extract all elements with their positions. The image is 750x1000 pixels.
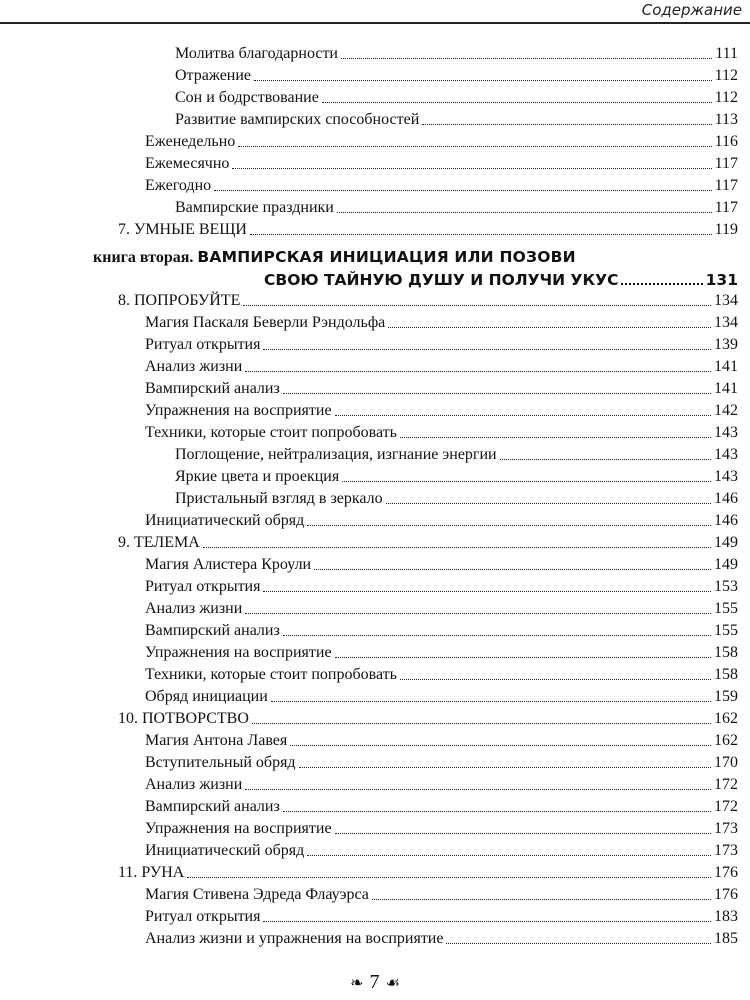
toc-entry-label: 10. ПОТВОРСТВО <box>118 710 249 727</box>
dot-leader <box>245 613 711 614</box>
toc-entry-label: Ежегодно <box>145 177 212 194</box>
dot-leader <box>388 327 711 328</box>
toc-entry-label: Анализ жизни и упражнения на восприятие <box>145 930 444 947</box>
right-flourish-icon: ☙ <box>385 972 400 992</box>
toc-entry[interactable] <box>145 176 738 196</box>
toc-entry-label: Еженедельно <box>145 133 236 150</box>
dot-leader <box>214 190 711 191</box>
toc-entry-label: 8. ПОПРОБУЙТЕ <box>118 292 241 309</box>
toc-entry-label: Вампирский анализ <box>145 380 280 397</box>
toc-entry-page: 111 <box>715 45 738 62</box>
toc-entry-page: 158 <box>714 644 738 661</box>
toc-entry[interactable] <box>175 110 738 130</box>
toc-entry-label: Отражение <box>175 67 252 84</box>
book-title-row <box>264 270 738 290</box>
toc-entry[interactable] <box>118 533 738 553</box>
dot-leader <box>283 393 711 394</box>
book-label: книга вторая. <box>93 249 194 266</box>
toc-entry[interactable] <box>145 797 738 817</box>
toc-entry[interactable] <box>145 357 738 377</box>
toc-entry[interactable] <box>145 929 738 949</box>
toc-entry-page: 143 <box>714 468 738 485</box>
toc-entry-label: Пристальный взгляд в зеркало <box>175 490 383 507</box>
toc-entry-label: 7. УМНЫЕ ВЕЩИ <box>118 221 247 238</box>
page-footer <box>0 968 750 996</box>
toc-entry[interactable] <box>118 863 738 883</box>
dot-leader <box>400 437 711 438</box>
dot-leader <box>307 855 711 856</box>
toc-entry[interactable] <box>175 467 738 487</box>
dot-leader <box>335 415 711 416</box>
toc-entry[interactable] <box>145 132 738 152</box>
toc-entry-page: 185 <box>714 930 738 947</box>
book-heading <box>93 247 576 268</box>
toc-entry-page: 162 <box>714 710 738 727</box>
dot-leader <box>254 80 712 81</box>
dot-leader <box>372 899 711 900</box>
dot-leader <box>322 102 712 103</box>
dot-leader <box>283 811 711 812</box>
toc-entry[interactable] <box>145 423 738 443</box>
toc-entry[interactable] <box>145 731 738 751</box>
toc-entry[interactable] <box>175 198 738 218</box>
page-number: 7 <box>369 970 380 993</box>
dot-leader <box>232 168 711 169</box>
dot-leader <box>238 146 711 147</box>
toc-entry-page: 176 <box>714 864 738 881</box>
toc-entry-page: 170 <box>714 754 738 771</box>
toc-entry-label: Инициатический обряд <box>145 842 305 859</box>
toc-entry-label: Техники, которые стоит попробовать <box>145 666 397 683</box>
toc-entry[interactable] <box>145 687 738 707</box>
toc-entry-label: Магия Стивена Эдреда Флауэрса <box>145 886 369 903</box>
toc-entry-label: Ритуал открытия <box>145 908 261 925</box>
book-title-line1: ВАМПИРСКАЯ ИНИЦИАЦИЯ ИЛИ ПОЗОВИ <box>197 248 576 266</box>
toc-entry[interactable] <box>175 489 738 509</box>
toc-entry-label: Поглощение, нейтрализация, изгнание энергии <box>175 446 497 463</box>
toc-entry[interactable] <box>145 885 738 905</box>
toc-entry[interactable] <box>175 44 738 64</box>
toc-entry-label: Техники, которые стоит попробовать <box>145 424 397 441</box>
left-flourish-icon: ❧ <box>350 972 364 992</box>
toc-entry-label: Обряд инициации <box>145 688 268 705</box>
dot-leader <box>271 701 711 702</box>
dot-leader <box>283 635 711 636</box>
toc-entry[interactable] <box>145 665 738 685</box>
toc-entry-page: 172 <box>714 776 738 793</box>
toc-entry[interactable] <box>145 907 738 927</box>
toc-entry[interactable] <box>145 643 738 663</box>
toc-entry[interactable] <box>145 841 738 861</box>
dot-leader <box>290 745 711 746</box>
dot-leader <box>203 547 711 548</box>
dot-leader <box>335 657 711 658</box>
toc-entry-page: 139 <box>714 336 738 353</box>
toc-entry-page: 112 <box>714 67 738 84</box>
dot-leader <box>307 525 711 526</box>
toc-entry-label: Анализ жизни <box>145 776 243 793</box>
toc-entry-page: 134 <box>714 314 738 331</box>
toc-entry-page: 153 <box>714 578 738 595</box>
toc-entry-page: 155 <box>714 600 738 617</box>
toc-entry[interactable] <box>118 220 738 240</box>
dot-leader <box>341 58 712 59</box>
toc-entry-label: Магия Паскаля Беверли Рэндольфа <box>145 314 386 331</box>
dot-leader <box>245 789 711 790</box>
toc-entry[interactable] <box>145 511 738 531</box>
toc-entry[interactable] <box>118 709 738 729</box>
toc-entry-page: 146 <box>714 512 738 529</box>
toc-entry-label: Вампирские праздники <box>175 199 334 216</box>
dot-leader <box>500 459 711 460</box>
dot-leader <box>386 503 711 504</box>
toc-entry-label: Вампирский анализ <box>145 798 280 815</box>
toc-entry-label: Вступительный обряд <box>145 754 296 771</box>
toc-entry[interactable] <box>145 753 738 773</box>
toc-entry-label: Магия Алистера Кроули <box>145 556 312 573</box>
toc-entry[interactable] <box>145 775 738 795</box>
toc-entry[interactable] <box>175 445 738 465</box>
toc-entry-page: 141 <box>714 380 738 397</box>
toc-entry-label: Молитва благодарности <box>175 45 338 62</box>
dot-leader <box>342 481 711 482</box>
dot-leader <box>243 305 711 306</box>
toc-entry-page: 117 <box>714 177 738 194</box>
running-header-title: Содержание <box>641 1 742 19</box>
dot-leader <box>337 212 712 213</box>
toc-entry-label: Упражнения на восприятие <box>145 820 332 837</box>
dot-leader <box>263 591 711 592</box>
toc-entry-label: Ритуал открытия <box>145 578 261 595</box>
dot-leader <box>263 349 711 350</box>
toc-entry-page: 149 <box>714 534 738 551</box>
toc-entry-label: Вампирский анализ <box>145 622 280 639</box>
dot-leader <box>314 569 711 570</box>
toc-entry[interactable] <box>145 401 738 421</box>
toc-entry-page: 155 <box>714 622 738 639</box>
toc-entry-page: 149 <box>714 556 738 573</box>
toc-entry[interactable] <box>145 819 738 839</box>
dot-leader <box>400 679 711 680</box>
toc-entry[interactable] <box>145 379 738 399</box>
toc-entry-label: 11. РУНА <box>118 864 185 881</box>
toc-entry-page: 173 <box>714 820 738 837</box>
dot-leader <box>335 833 711 834</box>
dot-leader <box>250 234 712 235</box>
toc-entry-page: 113 <box>714 111 738 128</box>
toc-entry[interactable] <box>145 621 738 641</box>
toc-entry-page: 112 <box>714 89 738 106</box>
dot-leader <box>621 283 702 285</box>
toc-entry-label: Магия Антона Лавея <box>145 732 288 749</box>
dot-leader <box>245 371 711 372</box>
toc-entry-label: Яркие цвета и проекция <box>175 468 340 485</box>
toc-entry-label: Анализ жизни <box>145 600 243 617</box>
dot-leader <box>252 723 711 724</box>
dot-leader <box>187 877 711 878</box>
toc-entry[interactable] <box>145 577 738 597</box>
toc-entry-label: Сон и бодрствование <box>175 89 319 106</box>
dot-leader <box>263 921 711 922</box>
toc-entry-label: Упражнения на восприятие <box>145 402 332 419</box>
toc-entry-page: 143 <box>714 446 738 463</box>
toc-entry-page: 117 <box>714 199 738 216</box>
book-title-line2: СВОЮ ТАЙНУЮ ДУШУ И ПОЛУЧИ УКУС <box>264 271 619 289</box>
toc-entry-label: Ежемесячно <box>145 155 230 172</box>
toc-entry-page: 158 <box>714 666 738 683</box>
toc-entry[interactable] <box>145 335 738 355</box>
book-page-number: 131 <box>705 271 738 289</box>
toc-entry-label: 9. ТЕЛЕМА <box>118 534 200 551</box>
toc-entry-page: 173 <box>714 842 738 859</box>
toc-entry-page: 117 <box>714 155 738 172</box>
toc-entry[interactable] <box>145 154 738 174</box>
toc-entry-page: 162 <box>714 732 738 749</box>
toc-entry-label: Инициатический обряд <box>145 512 305 529</box>
toc-entry[interactable] <box>118 291 738 311</box>
toc-entry-page: 134 <box>714 292 738 309</box>
dot-leader <box>446 943 711 944</box>
toc-entry-page: 119 <box>714 221 738 238</box>
toc-entry[interactable] <box>145 555 738 575</box>
toc-entry-page: 172 <box>714 798 738 815</box>
toc-entry[interactable] <box>175 88 738 108</box>
toc-entry-label: Ритуал открытия <box>145 336 261 353</box>
toc-entry-page: 159 <box>714 688 738 705</box>
toc-entry-label: Развитие вампирских способностей <box>175 111 420 128</box>
toc-entry-label: Анализ жизни <box>145 358 243 375</box>
toc-entry-page: 146 <box>714 490 738 507</box>
toc-entry[interactable] <box>175 66 738 86</box>
toc-entry-page: 143 <box>714 424 738 441</box>
toc-entry-label: Упражнения на восприятие <box>145 644 332 661</box>
toc-entry-page: 176 <box>714 886 738 903</box>
toc-entry-page: 183 <box>714 908 738 925</box>
toc-entry-page: 141 <box>714 358 738 375</box>
dot-leader <box>299 767 711 768</box>
toc-entry[interactable] <box>145 313 738 333</box>
toc-entry-page: 142 <box>714 402 738 419</box>
dot-leader <box>422 124 711 125</box>
toc-entry-page: 116 <box>714 133 738 150</box>
toc-entry[interactable] <box>145 599 738 619</box>
